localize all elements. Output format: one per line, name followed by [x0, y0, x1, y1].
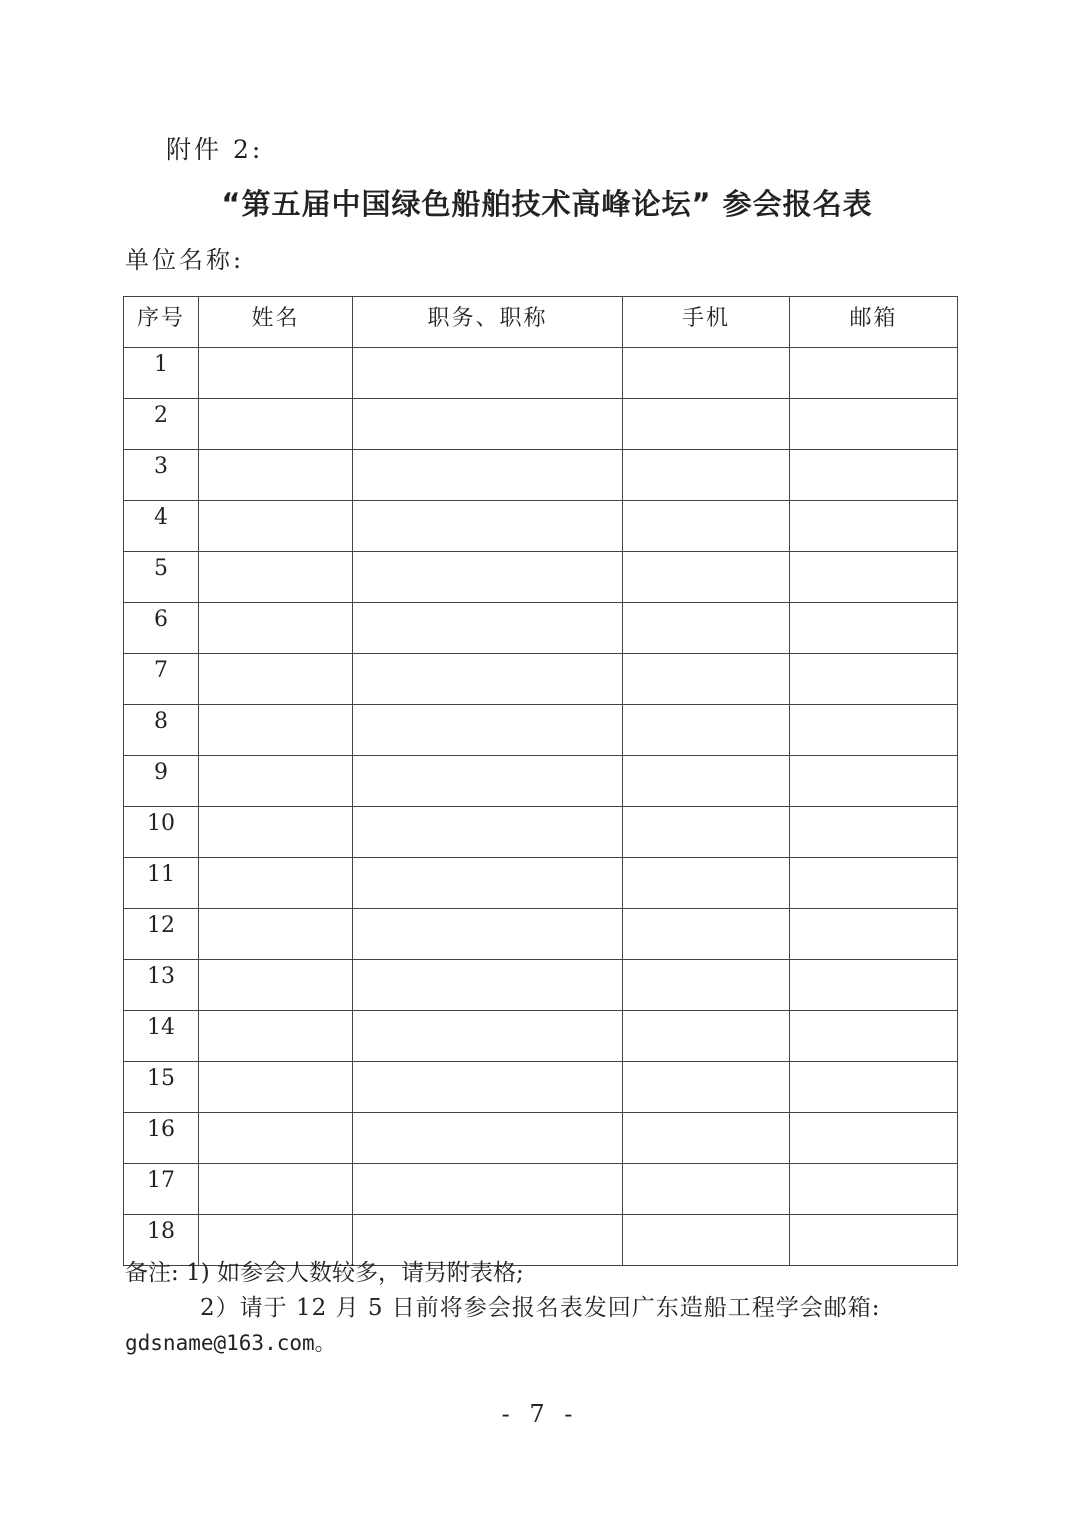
position-cell — [353, 858, 623, 909]
email-cell — [790, 501, 958, 552]
note-line-3: gdsname@163.com。 — [125, 1331, 336, 1355]
row-seq-number: 16 — [124, 1113, 199, 1164]
row-seq-number: 13 — [124, 960, 199, 1011]
position-cell — [353, 348, 623, 399]
email-cell — [790, 705, 958, 756]
header-position: 职务、职称 — [353, 297, 623, 348]
phone-cell — [623, 909, 790, 960]
page-title: “第五届中国绿色船舶技术高峰论坛” 参会报名表 — [221, 187, 873, 221]
table-row — [124, 705, 958, 756]
row-seq-number: 1 — [124, 348, 199, 399]
email-cell — [790, 399, 958, 450]
name-cell — [199, 1164, 353, 1215]
page-number: - 7 - — [501, 1400, 579, 1428]
email-cell — [790, 1164, 958, 1215]
row-seq-number: 10 — [124, 807, 199, 858]
row-seq-number: 3 — [124, 450, 199, 501]
table-row — [124, 603, 958, 654]
position-cell — [353, 654, 623, 705]
name-cell — [199, 858, 353, 909]
phone-cell — [623, 552, 790, 603]
position-cell — [353, 756, 623, 807]
table-body — [124, 348, 958, 1266]
email-cell — [790, 450, 958, 501]
email-cell — [790, 1062, 958, 1113]
row-seq-number: 12 — [124, 909, 199, 960]
notes — [125, 1256, 955, 1361]
table-row — [124, 501, 958, 552]
phone-cell — [623, 756, 790, 807]
phone-cell — [623, 501, 790, 552]
position-cell — [353, 1164, 623, 1215]
email-cell — [790, 858, 958, 909]
name-cell — [199, 348, 353, 399]
phone-cell — [623, 399, 790, 450]
phone-cell — [623, 1062, 790, 1113]
email-cell — [790, 348, 958, 399]
table-row — [124, 1164, 958, 1215]
email-cell — [790, 1011, 958, 1062]
table-row — [124, 807, 958, 858]
email-cell — [790, 960, 958, 1011]
position-cell — [353, 1011, 623, 1062]
table-row — [124, 756, 958, 807]
table-row — [124, 909, 958, 960]
row-seq-number: 17 — [124, 1164, 199, 1215]
name-cell — [199, 1113, 353, 1164]
table-header-row — [124, 297, 958, 348]
table-row — [124, 858, 958, 909]
table-row — [124, 1113, 958, 1164]
email-cell — [790, 603, 958, 654]
row-seq-number: 2 — [124, 399, 199, 450]
position-cell — [353, 1062, 623, 1113]
name-cell — [199, 756, 353, 807]
email-cell — [790, 909, 958, 960]
row-seq-number: 15 — [124, 1062, 199, 1113]
row-seq-number: 11 — [124, 858, 199, 909]
position-cell — [353, 501, 623, 552]
phone-cell — [623, 858, 790, 909]
table-row — [124, 960, 958, 1011]
position-cell — [353, 603, 623, 654]
row-seq-number: 6 — [124, 603, 199, 654]
row-seq-number: 8 — [124, 705, 199, 756]
name-cell — [199, 654, 353, 705]
phone-cell — [623, 705, 790, 756]
row-seq-number: 4 — [124, 501, 199, 552]
name-cell — [199, 960, 353, 1011]
header-phone: 手机 — [623, 297, 790, 348]
header-name: 姓名 — [199, 297, 353, 348]
name-cell — [199, 909, 353, 960]
table-row — [124, 450, 958, 501]
row-seq-number: 5 — [124, 552, 199, 603]
note-line-1: 备注: 1) 如参会人数较多，请另附表格; — [125, 1260, 524, 1286]
email-cell — [790, 756, 958, 807]
name-cell — [199, 705, 353, 756]
attachment-label: 附件 2: — [166, 135, 264, 164]
table-row — [124, 552, 958, 603]
unit-name-label: 单位名称: — [125, 246, 245, 274]
position-cell — [353, 960, 623, 1011]
email-cell — [790, 552, 958, 603]
phone-cell — [623, 1113, 790, 1164]
phone-cell — [623, 450, 790, 501]
email-cell — [790, 1113, 958, 1164]
position-cell — [353, 552, 623, 603]
table-row — [124, 399, 958, 450]
email-cell — [790, 807, 958, 858]
table-row — [124, 654, 958, 705]
row-seq-number: 9 — [124, 756, 199, 807]
table-row — [124, 1062, 958, 1113]
table-row — [124, 348, 958, 399]
table-row — [124, 1011, 958, 1062]
row-seq-number: 7 — [124, 654, 199, 705]
position-cell — [353, 909, 623, 960]
phone-cell — [623, 807, 790, 858]
row-seq-number: 14 — [124, 1011, 199, 1062]
email-cell — [790, 654, 958, 705]
row-seq-number: 18 — [124, 1215, 199, 1266]
phone-cell — [623, 654, 790, 705]
position-cell — [353, 450, 623, 501]
position-cell — [353, 705, 623, 756]
phone-cell — [623, 603, 790, 654]
position-cell — [353, 399, 623, 450]
position-cell — [353, 1113, 623, 1164]
name-cell — [199, 1062, 353, 1113]
name-cell — [199, 552, 353, 603]
phone-cell — [623, 348, 790, 399]
phone-cell — [623, 1164, 790, 1215]
name-cell — [199, 399, 353, 450]
name-cell — [199, 450, 353, 501]
registration-table — [123, 296, 958, 1266]
note-line-2: 2）请于 12 月 5 日前将参会报名表发回广东造船工程学会邮箱: — [200, 1295, 881, 1321]
name-cell — [199, 1011, 353, 1062]
name-cell — [199, 603, 353, 654]
name-cell — [199, 501, 353, 552]
phone-cell — [623, 960, 790, 1011]
position-cell — [353, 807, 623, 858]
header-seq: 序号 — [124, 297, 199, 348]
header-email: 邮箱 — [790, 297, 958, 348]
phone-cell — [623, 1011, 790, 1062]
name-cell — [199, 807, 353, 858]
